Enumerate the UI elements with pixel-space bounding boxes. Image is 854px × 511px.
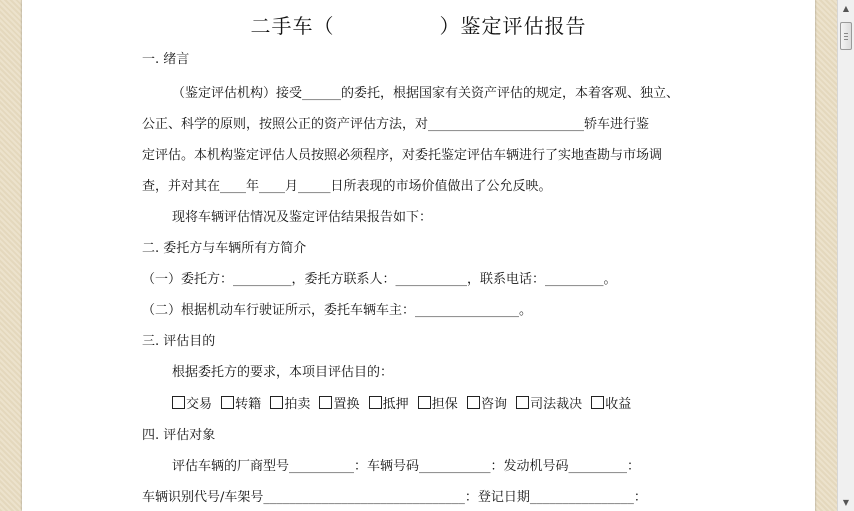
section-3-heading: 三. 评估目的 <box>142 334 216 349</box>
vertical-scrollbar[interactable] <box>837 0 854 511</box>
purpose-option[interactable] <box>270 396 310 413</box>
purpose-option[interactable] <box>467 396 507 413</box>
document-title: 二手车（ ）鉴定评估报告 <box>250 14 587 38</box>
purpose-option[interactable] <box>418 396 458 413</box>
document-page[interactable] <box>22 0 815 511</box>
purpose-option[interactable] <box>172 396 212 413</box>
purpose-option-label: 置换 <box>333 397 360 412</box>
purpose-option-label: 交易 <box>186 397 213 412</box>
paragraph-1-line-2: 公正、科学的原则，按照公正的资产评估方法，对________________________轿车进行鉴 <box>142 117 650 132</box>
purpose-option-label: 转籍 <box>235 397 262 412</box>
checkbox[interactable] <box>418 396 431 409</box>
section-2-line-1: （一）委托方：_________，委托方联系人：___________，联系电话：_________。 <box>142 272 617 287</box>
section-3-line-1: 根据委托方的要求，本项目评估目的： <box>172 365 394 380</box>
scroll-up-arrow-icon[interactable]: ▲ <box>842 4 850 13</box>
paragraph-2: 现将车辆评估情况及鉴定评估结果报告如下： <box>172 210 433 225</box>
purpose-option[interactable] <box>516 396 582 413</box>
purpose-option-label: 咨询 <box>480 397 507 412</box>
purpose-option[interactable] <box>369 396 409 413</box>
purpose-option[interactable] <box>221 396 261 413</box>
checkbox[interactable] <box>172 396 185 409</box>
purpose-checkbox-list <box>172 396 636 413</box>
checkbox[interactable] <box>319 396 332 409</box>
scroll-down-arrow-icon[interactable]: ▼ <box>842 498 850 507</box>
purpose-option-label: 抵押 <box>382 397 409 412</box>
section-4-heading: 四. 评估对象 <box>142 428 216 443</box>
desktop-background-right <box>815 0 837 511</box>
paragraph-1-line-4: 查，并对其在____年____月_____日所表现的市场价值做出了公允反映。 <box>142 179 552 194</box>
section-2-heading: 二. 委托方与车辆所有方简介 <box>142 241 307 256</box>
checkbox[interactable] <box>467 396 480 409</box>
grip-line <box>844 39 848 40</box>
purpose-option-label: 收益 <box>605 397 632 412</box>
paragraph-1-line-3: 定评估。本机构鉴定评估人员按照必须程序，对委托鉴定评估车辆进行了实地查勘与市场调 <box>142 148 663 163</box>
purpose-option-label: 拍卖 <box>284 397 311 412</box>
purpose-option-label: 担保 <box>431 397 458 412</box>
checkbox[interactable] <box>516 396 529 409</box>
grip-line <box>844 36 848 37</box>
paragraph-1-line-1: （鉴定评估机构）接受______的委托，根据国家有关资产评估的规定，本着客观、独立、 <box>172 86 680 101</box>
checkbox[interactable] <box>270 396 283 409</box>
purpose-option[interactable] <box>591 396 631 413</box>
section-4-line-1: 评估车辆的厂商型号__________：车辆号码___________：发动机号码_________： <box>172 459 641 474</box>
section-2-line-2: （二）根据机动车行驶证所示，委托车辆车主：________________。 <box>142 303 533 318</box>
grip-line <box>844 33 848 34</box>
checkbox[interactable] <box>221 396 234 409</box>
scrollbar-thumb[interactable] <box>840 22 852 50</box>
purpose-option-label: 司法裁决 <box>530 397 583 412</box>
purpose-option[interactable] <box>319 396 359 413</box>
checkbox[interactable] <box>369 396 382 409</box>
checkbox[interactable] <box>591 396 604 409</box>
section-4-line-2: 车辆识别代号/车架号_______________________________：登记日期________________： <box>142 490 647 505</box>
desktop-background-left <box>0 0 22 511</box>
section-1-heading: 一. 绪言 <box>142 52 190 67</box>
